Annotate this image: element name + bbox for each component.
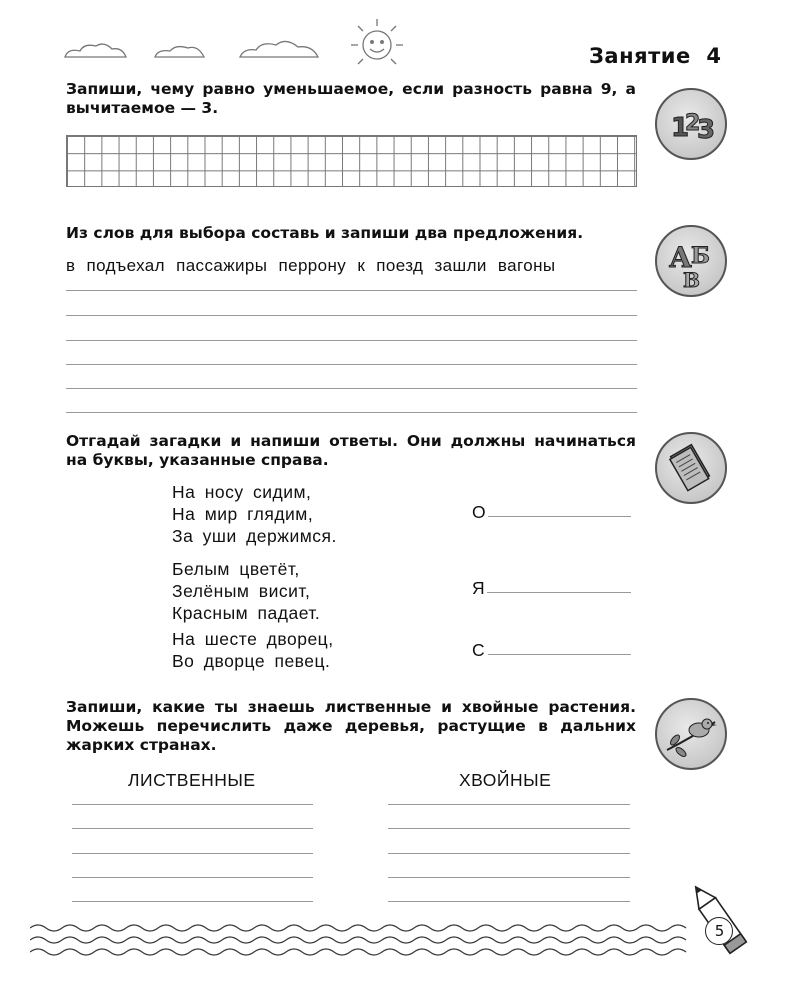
writing-line[interactable] (66, 315, 637, 316)
writing-line[interactable] (66, 412, 637, 413)
writing-line[interactable] (388, 828, 630, 829)
task3-text: Отгадай загадки и напиши ответы. Они должны начинаться на буквы, указанные справа. (66, 432, 636, 469)
riddle-line: На шесте дворец, (172, 629, 334, 649)
word-bank: в подъехал пассажиры перрону к поезд зашли вагоны (66, 256, 556, 275)
svg-text:В: В (683, 268, 700, 292)
writing-line[interactable] (388, 853, 630, 854)
svg-text:3: 3 (697, 115, 716, 145)
riddle-line: Зелёным висит, (172, 581, 311, 601)
writing-line[interactable] (66, 388, 637, 389)
answer-line[interactable] (488, 654, 631, 655)
riddle-2 (172, 558, 320, 624)
numbers-icon (655, 88, 727, 160)
writing-line[interactable] (72, 804, 313, 805)
svg-text:Б: Б (691, 243, 710, 269)
answer-letter: Я (472, 578, 485, 598)
task4-text: Запиши, какие ты знаешь лиственные и хвойные растения. Можешь перечислить даже деревья, растущие в дальних жарких странах. (66, 698, 636, 754)
column-header-coniferous: ХВОЙНЫЕ (459, 770, 552, 790)
writing-line[interactable] (72, 901, 313, 902)
answer-letter: С (472, 640, 485, 660)
writing-line[interactable] (388, 901, 630, 902)
svg-text:1: 1 (671, 113, 690, 143)
answer-letter: О (472, 502, 486, 522)
riddle-line: Красным падает. (172, 603, 321, 623)
riddle-1 (172, 481, 337, 547)
riddle-line: На носу сидим, (172, 482, 312, 502)
page-title: Занятие 4 (589, 44, 722, 68)
alphabet-icon (655, 225, 727, 297)
notebook-icon (655, 432, 727, 504)
riddle-3 (172, 628, 334, 672)
writing-line[interactable] (66, 290, 637, 291)
writing-line[interactable] (388, 804, 630, 805)
svg-text:А: А (669, 241, 692, 274)
answer-grid[interactable] (66, 135, 637, 187)
answer-line[interactable] (488, 516, 631, 517)
column-header-deciduous: ЛИСТВЕННЫЕ (128, 770, 256, 790)
riddle-line: На мир глядим, (172, 504, 314, 524)
writing-line[interactable] (388, 877, 630, 878)
writing-line[interactable] (72, 877, 313, 878)
bird-icon (655, 698, 727, 770)
clouds-sun-decoration (60, 15, 420, 70)
writing-line[interactable] (72, 828, 313, 829)
task1-text: Запиши, чему равно уменьшаемое, если разность равна 9, а вычитаемое — 3. (66, 80, 636, 117)
answer-line[interactable] (487, 592, 631, 593)
page-number: 5 (714, 922, 725, 940)
writing-line[interactable] (66, 364, 637, 365)
riddle-line: За уши держимся. (172, 526, 337, 546)
task2-text: Из слов для выбора составь и запиши два предложения. (66, 224, 584, 242)
writing-line[interactable] (66, 340, 637, 341)
riddle-line: Во дворце певец. (172, 651, 331, 671)
riddle-line: Белым цветёт, (172, 559, 300, 579)
svg-text:2: 2 (685, 111, 701, 136)
writing-line[interactable] (72, 853, 313, 854)
wave-decoration (30, 918, 690, 968)
